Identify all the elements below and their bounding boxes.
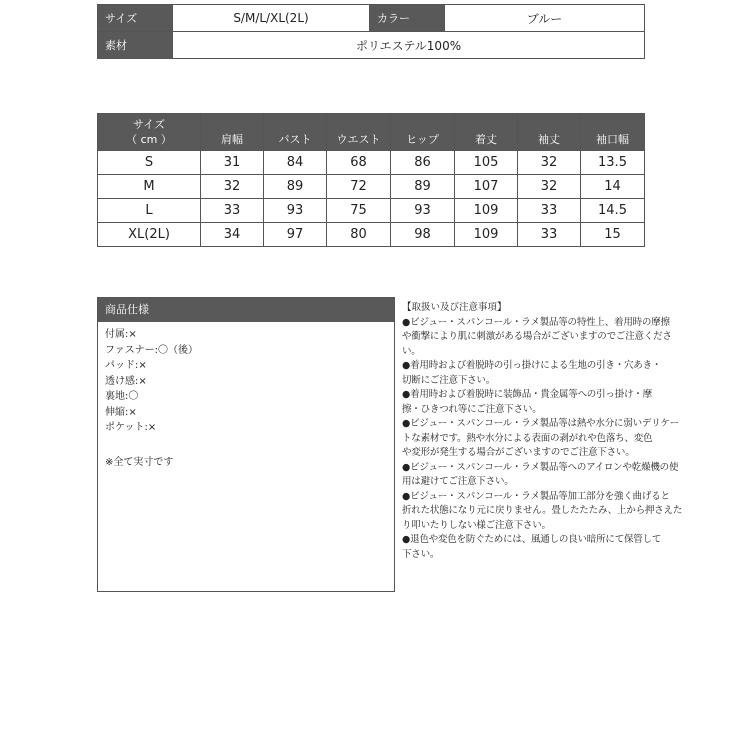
table-cell: 97 (264, 223, 327, 247)
spec-accessory: 付属:× (105, 329, 137, 340)
table-cell: 98 (391, 223, 455, 247)
spec-pad: パッド:× (105, 360, 147, 371)
spec-list (98, 322, 394, 441)
table-cell: 109 (455, 199, 518, 223)
table-row (98, 199, 645, 223)
table-cell: 34 (201, 223, 264, 247)
spec-header: 商品仕様 (98, 298, 394, 322)
care-line: り叩いたりしない様ご注意下さい。 (402, 519, 551, 531)
column-header: 袖丈 (518, 114, 581, 151)
table-cell: 33 (518, 199, 581, 223)
care-line: ●ビジュー・スパンコール・ラメ製品等加工部分を強く曲げると (402, 490, 670, 502)
care-line: 擦・ひきつれ等にご注意下さい。 (402, 403, 542, 415)
row-size: L (98, 199, 201, 223)
size-header-unit: （ cm ） (126, 133, 172, 146)
table-cell: 32 (201, 175, 264, 199)
row-size: S (98, 151, 201, 175)
table-cell: 80 (327, 223, 391, 247)
care-line: い。 (402, 345, 421, 357)
care-line: 切断にご注意下さい。 (402, 374, 496, 386)
care-line: ●退色や変色を防ぐためには、風通しの良い暗所にて保管して (402, 534, 662, 545)
table-cell: 107 (455, 175, 518, 199)
table-row (98, 151, 645, 175)
care-notes (402, 301, 683, 562)
care-line: ●ビジュー・スパンコール・ラメ製品等の特性上、着用時の摩擦 (402, 316, 670, 328)
care-line: トな素材です。熱や水分による表面の剥がれや色落ち、変色 (402, 432, 653, 444)
table-cell: 72 (327, 175, 391, 199)
size-table-header-row (98, 114, 645, 151)
care-line: ●着用時および着脱時に装飾品・貴金属等への引っ掛け・摩 (402, 389, 652, 400)
table-cell: 32 (518, 151, 581, 175)
column-header: 袖口幅 (581, 114, 645, 151)
care-line: 下さい。 (402, 548, 440, 560)
care-line: ●ビジュー・スパンコール・ラメ製品等へのアイロンや乾燥機の使 (402, 461, 679, 473)
size-label: サイズ (98, 5, 173, 32)
material-label: 素材 (98, 32, 173, 59)
table-row (98, 223, 645, 247)
size-header-label: サイズ (132, 118, 166, 131)
table-cell: 33 (518, 223, 581, 247)
table-cell: 89 (391, 175, 455, 199)
table-cell: 14 (581, 175, 645, 199)
spec-sheerness: 透け感:× (105, 375, 147, 387)
material-value: ポリエステル100% (173, 32, 645, 59)
care-line: ●着用時および着脱時の引っ掛けによる生地の引き・穴あき・ (402, 360, 662, 371)
column-header: ヒップ (391, 114, 455, 151)
spec-pocket: ポケット:× (105, 422, 157, 433)
table-cell: 105 (455, 151, 518, 175)
color-value: ブルー (445, 5, 645, 32)
size-chart-table (97, 113, 645, 247)
care-line: や変形が発生する場合がございますのでご注意下さい。 (402, 447, 635, 458)
column-header: ウエスト (327, 114, 391, 151)
table-cell: 13.5 (581, 151, 645, 175)
spec-fastener: ファスナー:〇（後） (105, 344, 198, 356)
column-header: バスト (264, 114, 327, 151)
spec-lining: 裏地:〇 (105, 391, 139, 402)
column-header: 着丈 (455, 114, 518, 151)
table-cell: 86 (391, 151, 455, 175)
size-header-cell (98, 114, 201, 151)
table-cell: 93 (391, 199, 455, 223)
care-line: や衝撃により肌に刺激がある場合がございますのでご注意くださ (402, 331, 672, 342)
info-row-size-color (98, 5, 645, 32)
table-cell: 68 (327, 151, 391, 175)
product-spec-box (97, 297, 395, 592)
info-row-material (98, 32, 645, 59)
table-cell: 32 (518, 175, 581, 199)
table-cell: 33 (201, 199, 264, 223)
table-cell: 93 (264, 199, 327, 223)
table-cell: 15 (581, 223, 645, 247)
care-line: 折れた状態になり元に戻りません。畳したたたみ、上から押さえた (402, 505, 683, 516)
table-row (98, 175, 645, 199)
row-size: XL(2L) (98, 223, 201, 247)
care-line: 用は避けてご注意下さい。 (402, 476, 514, 487)
spec-stretch: 伸縮:× (105, 406, 137, 418)
table-cell: 89 (264, 175, 327, 199)
size-value: S/M/L/XL(2L) (173, 5, 370, 32)
spec-note: ※全て実寸です (105, 456, 174, 468)
color-label: カラー (370, 5, 445, 32)
care-title: 【取扱い及び注意事項】 (402, 302, 507, 313)
care-line: ●ビジュー・スパンコール・ラメ製品等は熱や水分に弱いデリケー (402, 418, 679, 429)
table-cell: 75 (327, 199, 391, 223)
column-header: 肩幅 (201, 114, 264, 151)
row-size: M (98, 175, 201, 199)
table-cell: 31 (201, 151, 264, 175)
table-cell: 109 (455, 223, 518, 247)
table-cell: 84 (264, 151, 327, 175)
table-cell: 14.5 (581, 199, 645, 223)
product-info-table (97, 4, 645, 59)
